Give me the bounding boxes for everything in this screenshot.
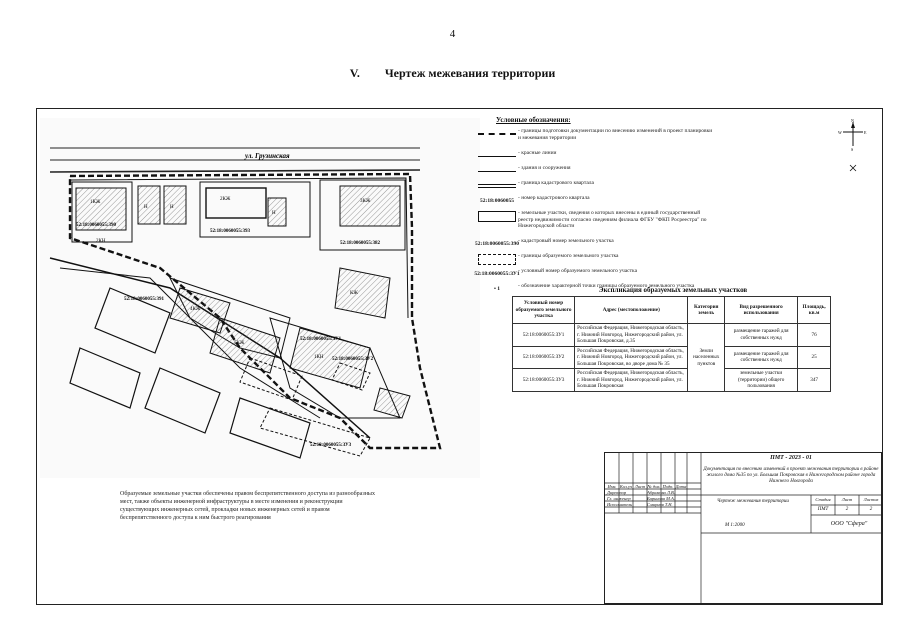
document-description: Документация по внесению изменений в проект межевания территории в районе жилого дома №35 по ул. Большая Покровская в Нижегородском районе города Нижнего Новгорода	[703, 467, 879, 484]
legend-item	[476, 253, 716, 268]
table-header-row	[513, 297, 831, 324]
cadastral-label: 52:18:0060055:390	[76, 223, 116, 228]
area-cell: 25	[798, 346, 831, 369]
sheets-header: Листов	[863, 497, 879, 502]
stamp-col-header: Подп.	[662, 484, 674, 489]
formed-code-symbol: 52:18:0060055:ЗУ1	[474, 271, 520, 277]
legend-text: - красные линии	[518, 150, 557, 156]
stamp-col-header: № док.	[647, 484, 661, 489]
column-header: Условный номер образуемого земельного участка	[513, 297, 575, 324]
parcel-code-symbol: 52:18:0060055:390	[475, 241, 519, 247]
scale-label: М 1:2000	[725, 523, 745, 528]
parcel-number-cell: 52:18:0060055:ЗУ1	[513, 324, 575, 347]
explication-title: Экспликация образуемых земельных участков	[598, 286, 748, 294]
building-label: 1КЖ	[90, 200, 101, 205]
category-cell: Земли населенных пунктов	[688, 324, 725, 392]
street-label: ул. Грузинская	[245, 152, 290, 160]
double-line-symbol	[476, 180, 518, 192]
column-header: Адрес (местоположение)	[575, 297, 688, 324]
legend-item	[476, 210, 716, 238]
column-header: Вид разрешенного использования	[725, 297, 798, 324]
use-cell: земельные участки (территории) общего пользования	[725, 369, 798, 392]
legend-text: - границы подготовки документации по внесению изменений в проект планировки и межевания территории	[518, 128, 713, 141]
column-header: Площадь, кв.м	[798, 297, 831, 324]
stamp-col-header: Кол.уч	[619, 484, 633, 489]
building	[340, 186, 400, 226]
stamp-col-header: Изм.	[607, 484, 617, 489]
cadastral-label: 52:18:0060055:382	[340, 241, 380, 246]
address-cell: Российская Федерация, Нижегородская область, г. Нижний Новгород, Нижегородский район, ул. Большая Покровская, во дворе дома № 35	[575, 346, 688, 369]
sheet-title: Чертеж межевания территории	[717, 499, 789, 504]
use-cell: размещение гаражей для собственных нужд	[725, 346, 798, 369]
address-cell: Российская Федерация, Нижегородская область, г. Нижний Новгород, Нижегородский район, ул. Большая Покровская	[575, 369, 688, 392]
legend-text: - номер кадастрового квартала	[518, 195, 590, 201]
cadastral-label: 52:18:0060055:391	[124, 297, 164, 302]
parcel-number-cell: 52:18:0060055:ЗУ3	[513, 369, 575, 392]
title-block	[604, 452, 882, 604]
legend-item	[476, 238, 716, 253]
section-number: V.	[349, 66, 360, 80]
dashed-box-symbol	[476, 253, 518, 265]
role-label: Гл. инженер	[607, 496, 631, 501]
compass-n: N	[851, 118, 854, 123]
compass-w: W	[838, 130, 842, 135]
stamp-col-header: Дата	[675, 484, 687, 489]
area-cell: 76	[798, 324, 831, 347]
stage-header: Стадия	[815, 497, 831, 502]
table-row	[513, 324, 831, 347]
legend-text: - здания и сооружения	[518, 165, 571, 171]
address-cell: Российская Федерация, Нижегородская область, г. Нижний Новгород, Нижегородский район, ул. Большая Покровская, д.35	[575, 324, 688, 347]
person-name: Баринова М.А.	[647, 496, 675, 501]
section-title: Чертеж межевания территории	[384, 66, 556, 80]
cadastral-label: 52:18:0060055:ЗУ3	[310, 443, 352, 448]
person-name: Абрамова Л.В.	[647, 490, 675, 495]
page-number: 4	[449, 28, 456, 40]
legend-item	[476, 150, 716, 165]
legend-item	[476, 195, 716, 210]
person-name: Смирнов Т.Н.	[647, 502, 673, 507]
solid-box-symbol	[476, 210, 518, 222]
stage-value: ПМТ	[817, 507, 829, 512]
use-cell: размещение гаражей для собственных нужд	[725, 324, 798, 347]
legend-item	[476, 165, 716, 180]
section-heading	[0, 66, 905, 81]
cadastral-label: 52:18:0060055:ЗУ2	[332, 357, 374, 362]
legend-text: - граница кадастрового квартала	[518, 180, 594, 186]
area-cell: 347	[798, 369, 831, 392]
legend	[476, 116, 716, 305]
compass-e: E	[864, 130, 867, 135]
point-symbol: • 1	[493, 286, 501, 292]
building-label: 1КН	[314, 355, 324, 360]
legend-item	[476, 268, 716, 283]
organization-name: ООО "Сфера"	[830, 521, 868, 527]
building-label: 2КН	[96, 239, 106, 244]
building-label: 3КЖ	[360, 199, 371, 204]
legend-text: - кадастровый номер земельного участка	[518, 238, 614, 244]
building-label: Н	[144, 205, 148, 210]
legend-text: - условный номер образуемого земельного участка	[518, 268, 638, 274]
building-label: 5КЖ	[234, 341, 245, 346]
medium-line-symbol	[476, 165, 518, 177]
legend-text: - границы образуемого земельного участка	[518, 253, 619, 259]
sheets-value: 2	[869, 507, 873, 512]
role-label: Исполнитель	[607, 502, 633, 507]
cadastral-label: 52:18:0060055:393	[210, 229, 250, 234]
explication-table	[512, 296, 831, 392]
building-label: 2КЖ	[220, 197, 231, 202]
legend-item	[476, 180, 716, 195]
thin-line-symbol	[476, 150, 518, 162]
stamp-col-header: Лист	[634, 484, 646, 489]
building-label: КЖ	[350, 291, 358, 296]
access-note: Образуемые земельные участки обеспечены правом беспрепятственного доступа из разнообразных мест, также объекты инженерной инфраструктуры в месте изменения и реконструкции существующих инженерных сетей, прокладки новых инженерных сетей и правом беспрепятственного доступа к ним быстрого реагирования	[120, 491, 375, 521]
role-label: Директор	[607, 490, 627, 495]
legend-text: - обозначение характерной точки границы образуемого земельного участка	[518, 283, 695, 289]
building	[268, 198, 286, 226]
table-row	[513, 369, 831, 392]
dashed-line-symbol	[476, 128, 518, 140]
document-code: ПМТ - 2023 - 01	[770, 455, 812, 461]
building	[164, 186, 186, 224]
table-row	[513, 346, 831, 369]
compass-rose	[838, 118, 868, 174]
parcel-number-cell: 52:18:0060055:ЗУ2	[513, 346, 575, 369]
building-label: Н	[170, 205, 174, 210]
building-label: 4КЖ	[190, 307, 201, 312]
building	[138, 186, 160, 224]
sheet-header: Лист	[841, 497, 853, 502]
cadastral-label: 52:18:0060055:ЗУ1	[300, 337, 342, 342]
quarter-code-symbol: 52:18:0060055	[480, 198, 514, 204]
building-label: Н	[272, 211, 276, 216]
column-header: Категория земель	[688, 297, 725, 324]
cadastral-map	[40, 118, 480, 478]
legend-title: Условные обозначения:	[496, 116, 571, 124]
legend-text: - земельные участки, сведения о которых внесены в единый государственный реестр недвижимости согласно сведениям филиала ФГБУ "ФКП Росреестра" по Нижегородской области	[518, 210, 707, 229]
legend-item	[476, 128, 716, 150]
sheet-value: 2	[845, 507, 849, 512]
compass-s: S	[851, 147, 854, 152]
